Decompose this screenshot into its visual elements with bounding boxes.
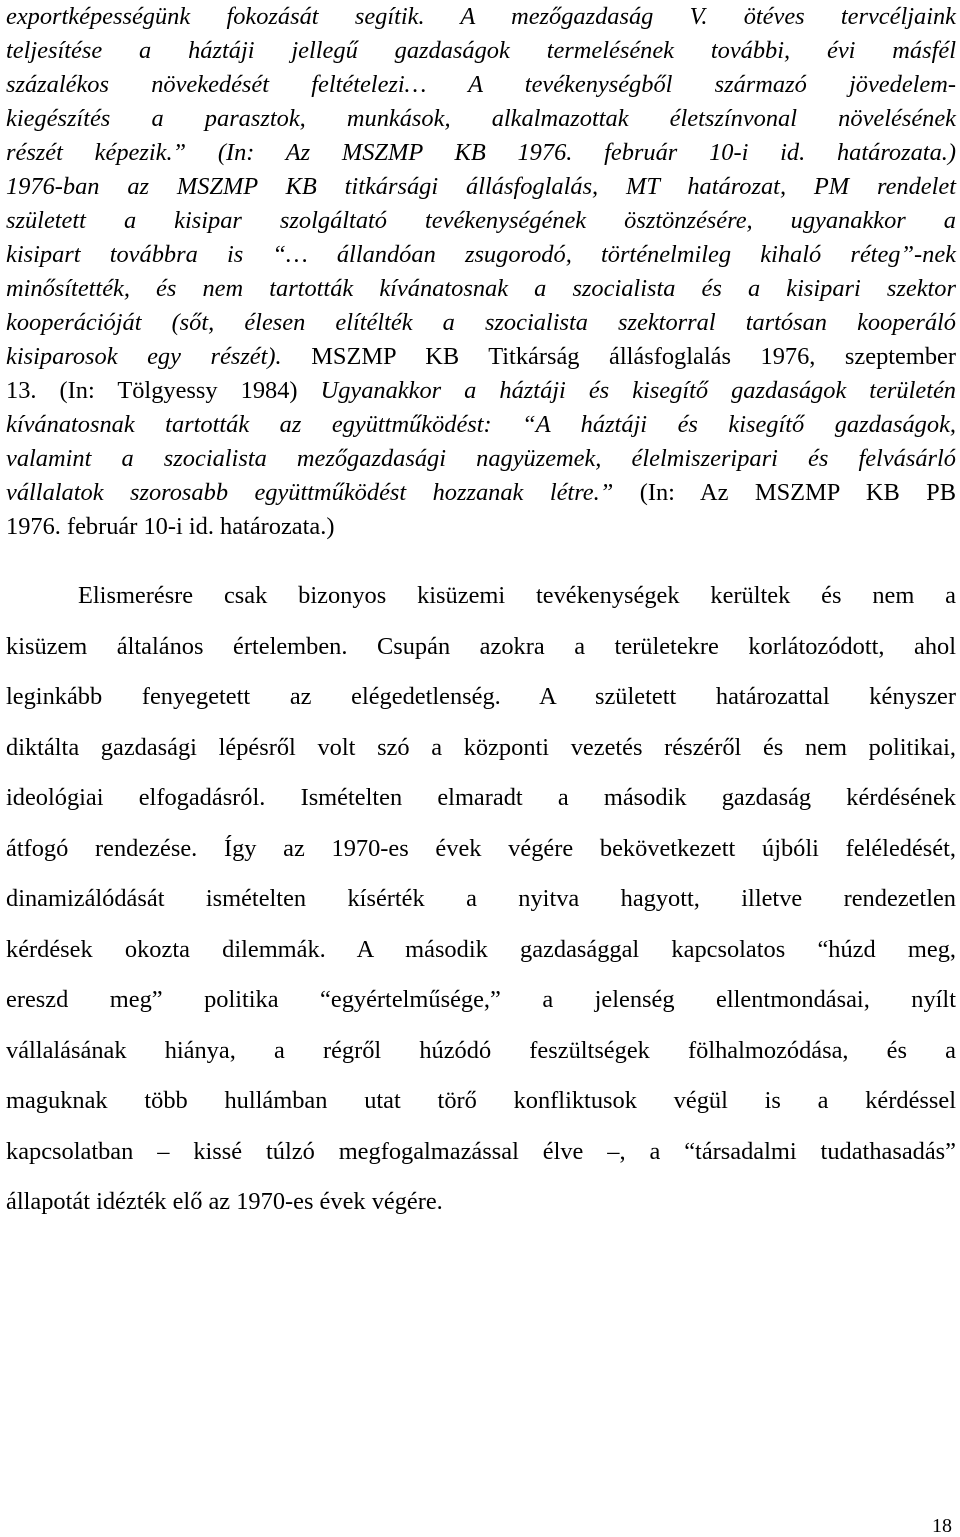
body-line: kapcsolatban – kissé túlzó megfogalmazással élve –, a “társadalmi tudathasadás” (6, 1137, 956, 1165)
quote-text-run: Ugyanakkor a háztáji és kisegítő gazdaságok területén (320, 377, 956, 404)
body-line: vállalásának hiánya, a régről húzódó feszültségek fölhalmozódása, és a (6, 1036, 956, 1064)
quote-line (6, 0, 956, 34)
body-line: leginkább fenyegetett az elégedetlenség. A született határozattal kényszer (6, 683, 956, 710)
document-page (6, 0, 956, 1215)
body-line: kisüzem általános értelemben. Csupán azokra a területekre korlátozódott, ahol (6, 632, 956, 660)
quote-line (6, 170, 956, 204)
body-line: ideológiai elfogadásról. Ismételten elmaradt a második gazdaság kérdésének (6, 784, 956, 811)
quote-text-run: született a kisipar szolgáltató tevékenységének ösztönzésére, ugyanakkor a (6, 207, 956, 234)
quote-text-run: MSZMP KB Titkárság állásfoglalás 1976, szeptember (311, 343, 956, 370)
quote-text-run: kooperációját (sőt, élesen elítélték a szocialista szektorral tartósan kooperáló (6, 309, 956, 336)
quote-line (6, 68, 956, 102)
quote-text-run: exportképességünk fokozását segítik. A mezőgazdaság V. ötéves tervcéljaink (6, 3, 956, 30)
page-number: 18 (932, 1515, 952, 1537)
body-line: ereszd meg” politika “egyértelműsége,” a jelenség ellentmondásai, nyílt (6, 986, 956, 1013)
quote-line (6, 306, 956, 340)
quote-text-run: 13. (In: Tölgyessy 1984) (6, 377, 321, 404)
quote-text-run: (In: Az MSZMP KB PB (639, 479, 956, 506)
quote-line (6, 204, 956, 238)
body-line: Elismerésre csak bizonyos kisüzemi tevékenységek kerültek és nem a (78, 582, 956, 609)
quote-text-run: kisiparosok egy részét). (6, 343, 312, 370)
quote-text-run: valamint a szocialista mezőgazdasági nagyüzemek, élelmiszeripari és felvásárló (6, 445, 956, 472)
quote-text-run: 1976. február 10-i id. határozata.) (6, 513, 335, 540)
quote-line (6, 408, 956, 442)
body-line: diktálta gazdasági lépésről volt szó a központi vezetés részéről és nem politikai, (6, 733, 956, 761)
quote-text-run: részét képezik.” (In: Az MSZMP KB 1976. február 10-i id. határozata.) (6, 139, 956, 166)
body-line: maguknak több hullámban utat törő konfliktusok végül is a kérdéssel (6, 1087, 956, 1114)
quote-line (6, 238, 956, 272)
body-line: kérdések okozta dilemmák. A második gazdasággal kapcsolatos “húzd meg, (6, 935, 956, 963)
quote-text-run: 1976-ban az MSZMP KB titkársági állásfoglalás, MT határozat, PM rendelet (6, 173, 956, 200)
quote-text-run: kisipart továbbra is “… állandóan zsugorodó, történelmileg kihaló réteg”-nek (6, 241, 956, 268)
quoted-passage (6, 0, 956, 544)
quote-line (6, 272, 956, 306)
body-line: állapotát idézték elő az 1970-es évek végére. (6, 1188, 443, 1215)
quote-line (6, 136, 956, 170)
quote-text-run: százalékos növekedését feltételezi… A tevékenységből származó jövedelem- (6, 71, 956, 98)
quote-line (6, 476, 956, 510)
quote-text-run: teljesítése a háztáji jellegű gazdaságok termelésének további, évi másfél (6, 37, 956, 64)
quote-text-run: minősítették, és nem tartották kívánatosnak a szocialista és a kisipari szektor (6, 275, 956, 302)
quote-text-run: kívánatosnak tartották az együttműködést: “A háztáji és kisegítő gazdaságok, (6, 411, 956, 438)
quote-line (6, 34, 956, 68)
body-paragraph (6, 571, 956, 1228)
quote-line (6, 510, 956, 544)
quote-line (6, 374, 956, 408)
quote-text-run: kiegészítés a parasztok, munkások, alkalmazottak életszínvonal növelésének (6, 105, 956, 132)
body-line: átfogó rendezése. Így az 1970-es évek végére bekövetkezett újbóli feléledését, (6, 834, 956, 862)
quote-line (6, 102, 956, 136)
quote-text-run: vállalatok szorosabb együttműködést hozzanak létre.” (6, 479, 640, 506)
quote-line (6, 442, 956, 476)
quote-line (6, 340, 956, 374)
body-line: dinamizálódását ismételten kísérték a nyitva hagyott, illetve rendezetlen (6, 885, 956, 912)
